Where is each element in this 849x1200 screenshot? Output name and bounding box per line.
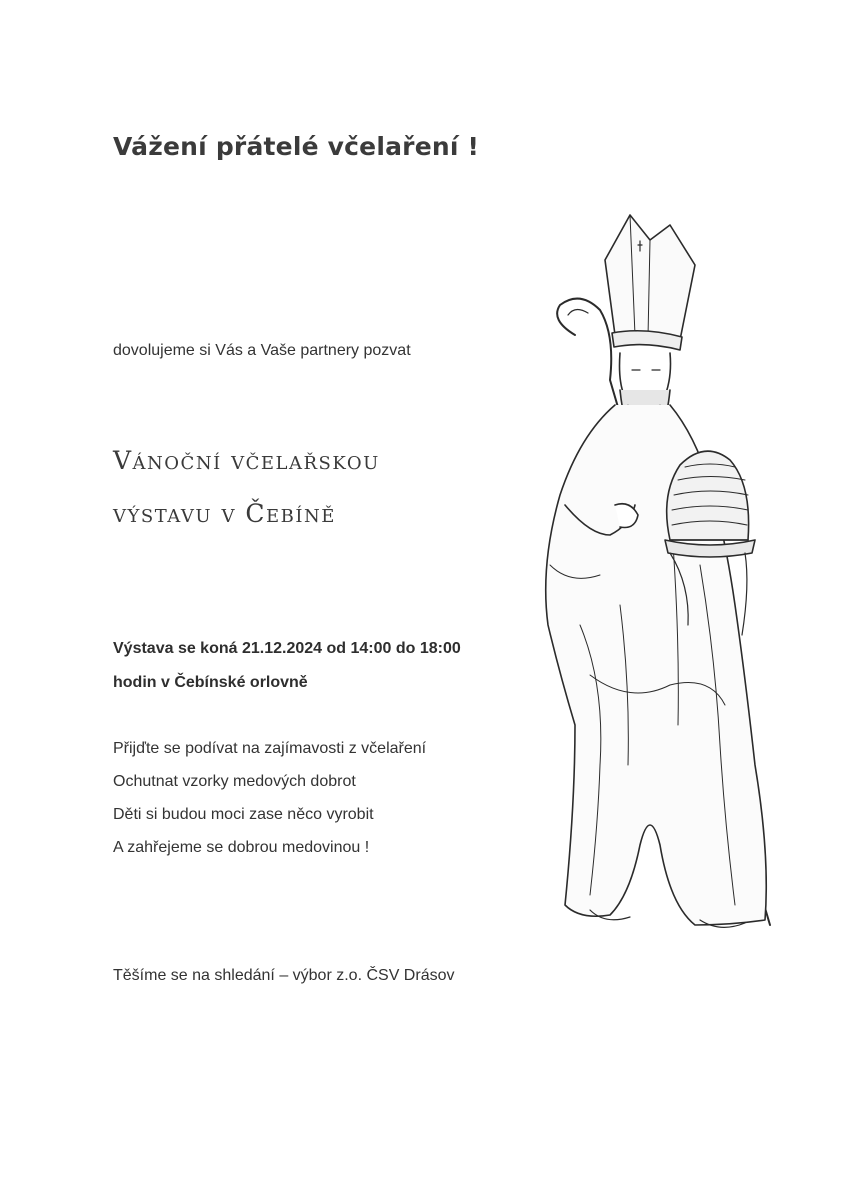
activity-line: Ochutnat vzorky medových dobrot	[113, 773, 356, 790]
saint-ambrose-beekeeper-icon	[520, 205, 800, 945]
activity-line: Přijďte se podívat na zajímavosti z včelaření	[113, 740, 427, 757]
invitation-text: dovolujeme si Vás a Vaše partnery pozvat	[113, 342, 411, 359]
greeting-heading: Vážení přátelé včelaření !	[113, 132, 480, 161]
event-details-line-2: hodin v Čebínské orlovně	[113, 674, 308, 691]
activity-line: A zahřejeme se dobrou medovinou !	[113, 839, 370, 856]
closing-signature: Těšíme se na shledání – výbor z.o. ČSV Drásov	[113, 967, 455, 984]
event-details-line-1: Výstava se koná 21.12.2024 od 14:00 do 18:00	[113, 640, 461, 657]
activity-line: Děti si budou moci zase něco vyrobit	[113, 806, 374, 823]
event-title-line-1: Vánoční včelařskou	[113, 446, 380, 475]
event-title-line-2: výstavu v Čebíně	[113, 499, 336, 528]
